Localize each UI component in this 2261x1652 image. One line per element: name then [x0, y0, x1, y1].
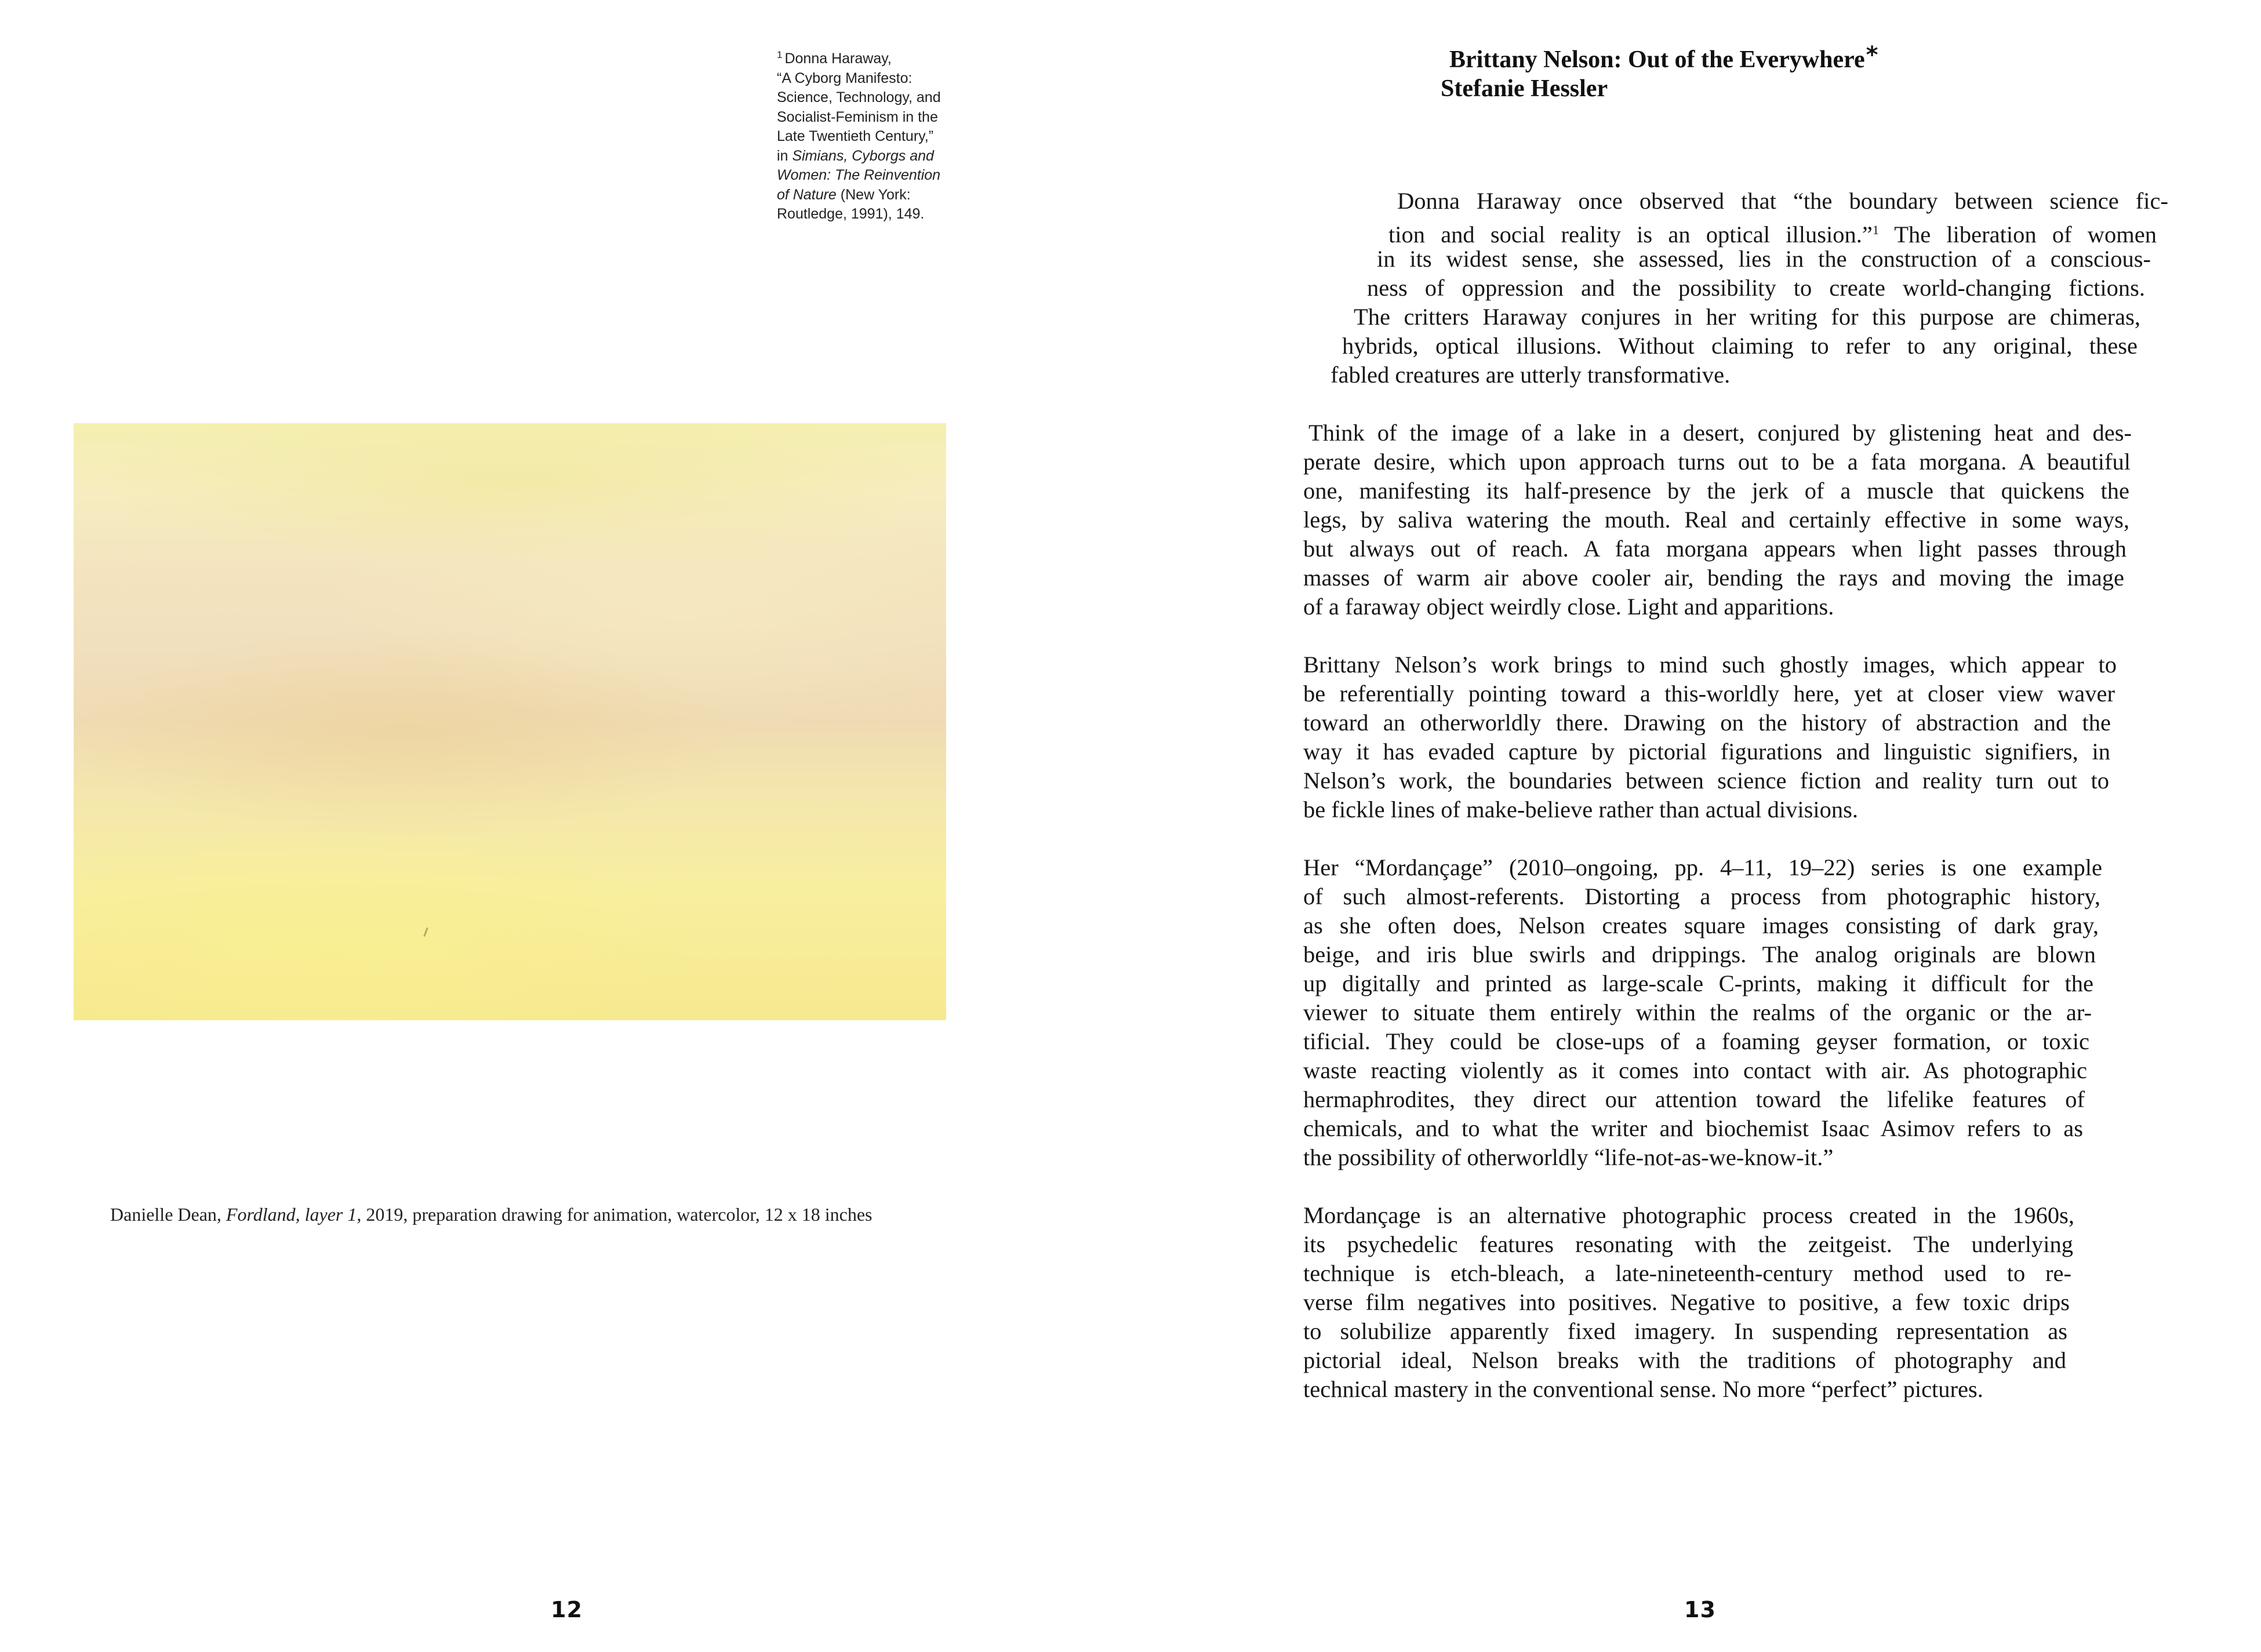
footnote-number: 1	[777, 49, 783, 60]
footnote-reference: 1	[1872, 223, 1879, 237]
intro-line: Donna Haraway once observed that “the boundary between science fic-	[1397, 188, 2168, 214]
paragraph-3-line: as she often does, Nelson creates square images consisting of dark gray,	[1303, 912, 2099, 938]
article-title: Brittany Nelson: Out of the Everywhere	[1449, 46, 1865, 73]
paragraph-1-line: Think of the image of a lake in a desert, conjured by glistening heat and des-	[1308, 420, 2132, 446]
asterisk-icon: *	[1866, 42, 1878, 68]
footnote-line: “A Cyborg Manifesto:	[777, 70, 913, 86]
intro-line: tion and social reality is an optical illusion.”$^1$ The liberation of women	[1388, 221, 2157, 248]
paragraph-2-line: Nelson’s work, the boundaries between science fiction and reality turn out to	[1303, 767, 2109, 794]
caption-work-title: Fordland, layer 1	[226, 1204, 357, 1225]
paragraph-2-line: way it has evaded capture by pictorial figurations and linguistic signifiers, in	[1303, 738, 2110, 765]
paragraph-4-line: verse film negatives into positives. Negative to positive, a few toxic drips	[1303, 1289, 2070, 1315]
paragraph-3-line: chemicals, and to what the writer and biochemist Isaac Asimov refers to as	[1303, 1115, 2083, 1141]
footnote-book-title: Simians, Cyborgs and	[792, 147, 934, 164]
paragraph-3-line: Her “Mordançage” (2010–ongoing, pp. 4–11, 19–22) series is one example	[1303, 854, 2102, 880]
intro-line: fabled creatures are utterly transformative.	[1331, 362, 1731, 388]
image-caption	[110, 1203, 872, 1226]
page-number-left: 12	[551, 1597, 583, 1622]
paragraph-4-line: technical mastery in the conventional sense. No more “perfect” pictures.	[1303, 1376, 1983, 1402]
page-number-right: 13	[1684, 1597, 1716, 1622]
paragraph-3-line: waste reacting violently as it comes into contact with air. As photographic	[1303, 1057, 2087, 1083]
paragraph-3-line: tificial. They could be close-ups of a foaming geyser formation, or toxic	[1303, 1028, 2089, 1054]
article-heading	[1441, 41, 1878, 103]
paragraph-3-line: beige, and iris blue swirls and drippings. The analog originals are blown	[1303, 941, 2096, 967]
footnote-line: in Simians, Cyborgs and	[777, 147, 934, 164]
paragraph-3-line: the possibility of otherworldly “life-not-as-we-know-it.”	[1303, 1144, 1834, 1170]
paragraph-4-line: pictorial ideal, Nelson breaks with the traditions of photography and	[1303, 1347, 2066, 1373]
intro-line: The critters Haraway conjures in her writing for this purpose are chimeras,	[1354, 304, 2140, 330]
intro-line: ness of oppression and the possibility to create world-changing fictions.	[1367, 275, 2145, 301]
footnote-line: of Nature (New York:	[777, 186, 911, 203]
footnote-line: Science, Technology, and	[777, 89, 941, 105]
intro-line: hybrids, optical illusions. Without claiming to refer to any original, these	[1342, 333, 2138, 359]
watercolor-image	[74, 423, 946, 1020]
paragraph-1-line: masses of warm air above cooler air, bending the rays and moving the image	[1303, 565, 2124, 591]
paragraph-1-line: of a faraway object weirdly close. Light and apparitions.	[1303, 594, 1834, 620]
paragraph-4-line: to solubilize apparently fixed imagery. In suspending representation as	[1303, 1318, 2067, 1344]
paragraph-2-line: toward an otherworldly there. Drawing on the history of abstraction and the	[1303, 709, 2111, 736]
footnote-line: $^1$ Donna Haraway,	[777, 49, 892, 67]
footnote	[777, 45, 986, 224]
brush-mark	[423, 927, 428, 937]
paragraph-1-line: but always out of reach. A fata morgana appears when light passes through	[1303, 536, 2126, 562]
footnote-line: Women: The Reinvention	[777, 167, 941, 183]
article-title-line	[1441, 41, 1878, 74]
paragraph-3-line: viewer to situate them entirely within the realms of the organic or the ar-	[1303, 999, 2092, 1025]
paragraph-2-line: Brittany Nelson’s work brings to mind such ghostly images, which appear to	[1303, 652, 2117, 678]
paragraph-2-line: be referentially pointing toward a this-worldly here, yet at closer view waver	[1303, 681, 2115, 707]
intro-line: in its widest sense, she assessed, lies in the construction of a conscious-	[1377, 246, 2151, 272]
paragraph-3-line: of such almost-referents. Distorting a process from photographic history,	[1303, 883, 2100, 909]
footnote-line: Late Twentieth Century,”	[777, 128, 934, 144]
article-author: Stefanie Hessler	[1441, 75, 1608, 102]
paragraph-2-line: be fickle lines of make-believe rather than actual divisions.	[1303, 796, 1859, 823]
paragraph-3-line: up digitally and printed as large-scale C-prints, making it difficult for the	[1303, 970, 2093, 996]
paragraph-1-line: perate desire, which upon approach turns out to be a fata morgana. A beautiful	[1303, 449, 2131, 475]
footnote-line: Routledge, 1991), 149.	[777, 206, 925, 222]
caption-details: , 2019, preparation drawing for animation, watercolor, 12 x 18 inches	[357, 1204, 873, 1225]
footnote-line: Socialist-Feminism in the	[777, 108, 938, 125]
paragraph-3-line: hermaphrodites, they direct our attention toward the lifelike features of	[1303, 1086, 2085, 1112]
paragraph-1-line: legs, by saliva watering the mouth. Real and certainly effective in some ways,	[1303, 507, 2129, 533]
paragraph-4-line: technique is etch-bleach, a late-nineteenth-century method used to re-	[1303, 1260, 2071, 1286]
caption-artist: Danielle Dean,	[110, 1204, 226, 1225]
paragraph-4-line: its psychedelic features resonating with the zeitgeist. The underlying	[1303, 1231, 2073, 1257]
paragraph-4-line: Mordançage is an alternative photographic process created in the 1960s,	[1303, 1202, 2074, 1228]
paragraph-1-line: one, manifesting its half-presence by the jerk of a muscle that quickens the	[1303, 478, 2129, 504]
